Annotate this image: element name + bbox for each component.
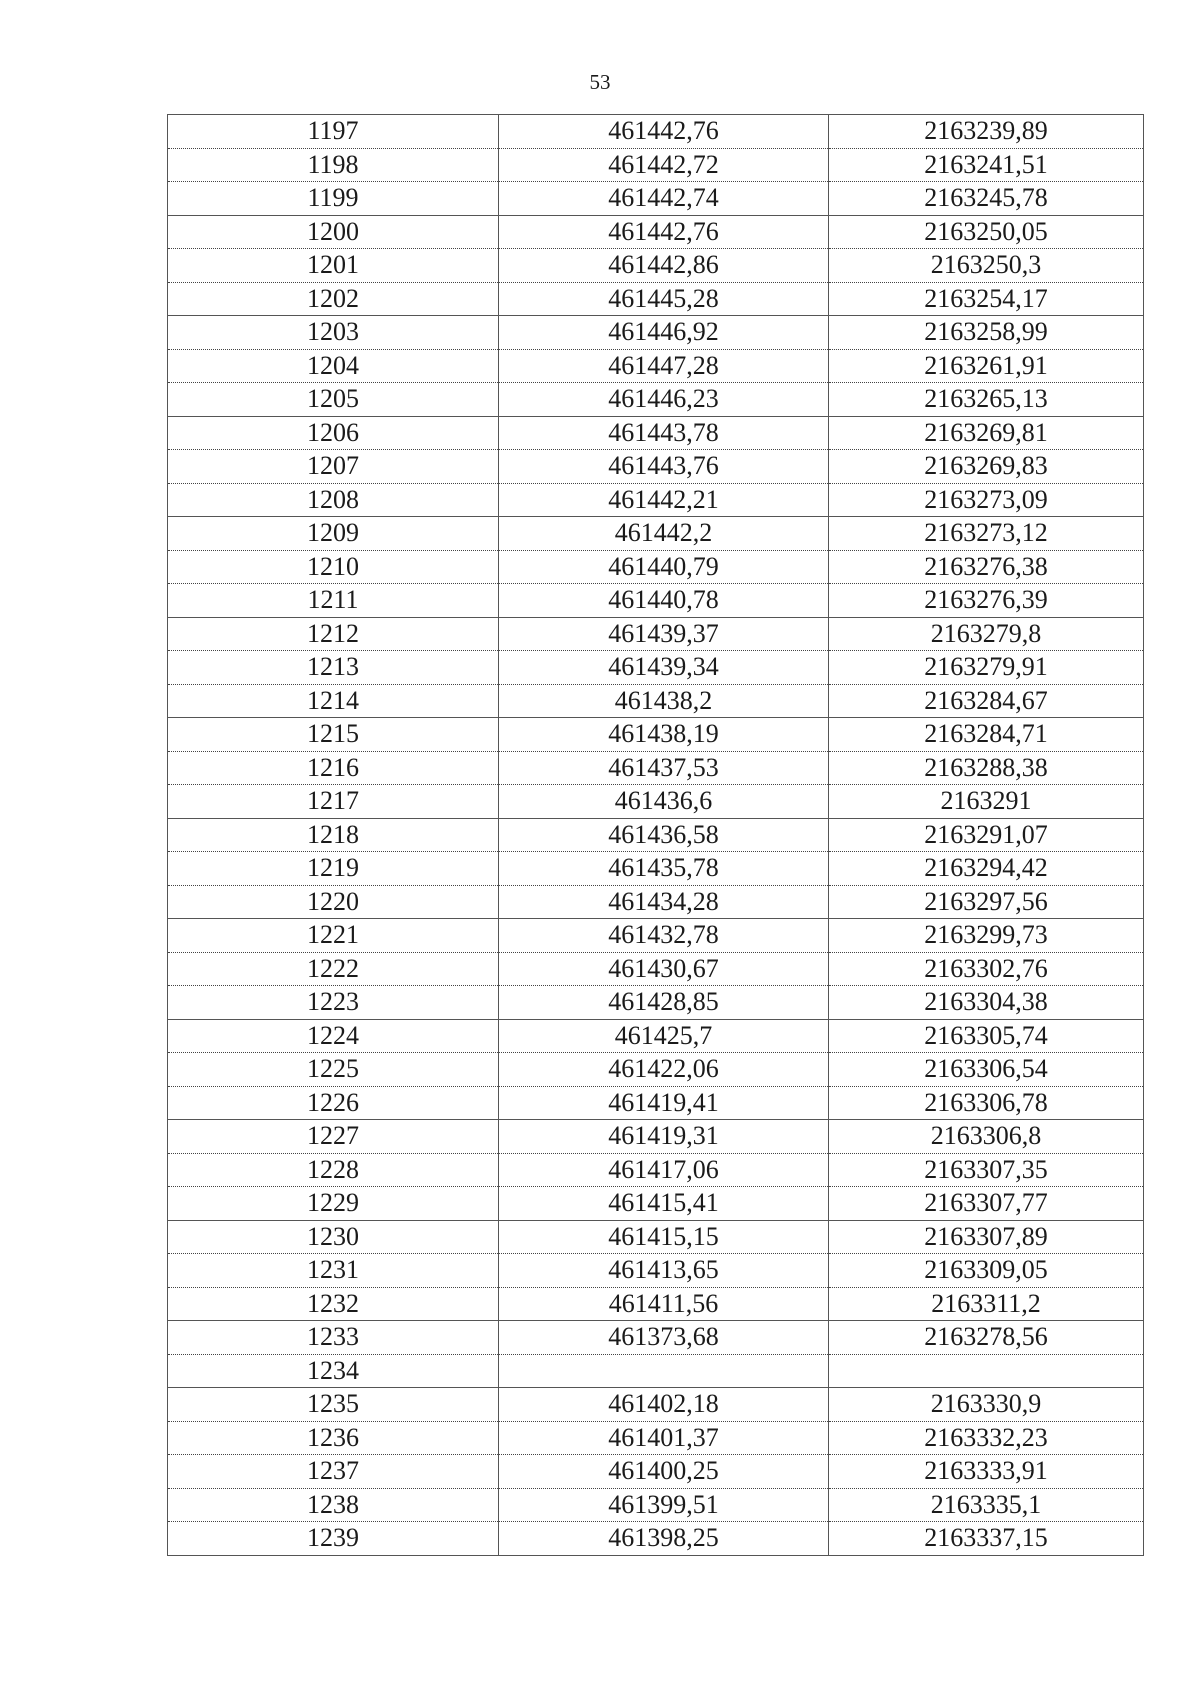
- point-number-cell: 1199: [168, 182, 499, 216]
- table-row: [168, 349, 1144, 383]
- table-row: [168, 617, 1144, 651]
- point-number-cell: 1214: [168, 684, 499, 718]
- x-coordinate-cell: 461373,68: [499, 1321, 829, 1355]
- table-row: [168, 450, 1144, 484]
- x-coordinate-cell: 461442,86: [499, 249, 829, 283]
- y-coordinate-cell: 2163239,89: [829, 115, 1144, 149]
- x-coordinate-cell: 461413,65: [499, 1254, 829, 1288]
- point-number-cell: 1239: [168, 1522, 499, 1556]
- table-row: [168, 1086, 1144, 1120]
- x-coordinate-cell: 461430,67: [499, 952, 829, 986]
- x-coordinate-cell: 461422,06: [499, 1053, 829, 1087]
- x-coordinate-cell: 461439,37: [499, 617, 829, 651]
- y-coordinate-cell: 2163250,3: [829, 249, 1144, 283]
- page-number: 53: [589, 70, 611, 94]
- y-coordinate-cell: 2163279,8: [829, 617, 1144, 651]
- y-coordinate-cell: 2163306,8: [829, 1120, 1144, 1154]
- y-coordinate-cell: 2163302,76: [829, 952, 1144, 986]
- point-number-cell: 1217: [168, 785, 499, 819]
- y-coordinate-cell: 2163307,89: [829, 1220, 1144, 1254]
- table-row: [168, 517, 1144, 551]
- y-coordinate-cell: 2163245,78: [829, 182, 1144, 216]
- y-coordinate-cell: 2163307,35: [829, 1153, 1144, 1187]
- y-coordinate-cell: 2163250,05: [829, 215, 1144, 249]
- x-coordinate-cell: 461415,15: [499, 1220, 829, 1254]
- y-coordinate-cell: 2163309,05: [829, 1254, 1144, 1288]
- x-coordinate-cell: 461419,41: [499, 1086, 829, 1120]
- y-coordinate-cell: 2163332,23: [829, 1421, 1144, 1455]
- y-coordinate-cell: 2163284,71: [829, 718, 1144, 752]
- x-coordinate-cell: 461434,28: [499, 885, 829, 919]
- point-number-cell: 1232: [168, 1287, 499, 1321]
- point-number-cell: 1231: [168, 1254, 499, 1288]
- table-row: [168, 751, 1144, 785]
- x-coordinate-cell: 461401,37: [499, 1421, 829, 1455]
- point-number-cell: 1222: [168, 952, 499, 986]
- table-row: [168, 1321, 1144, 1355]
- x-coordinate-cell: 461399,51: [499, 1488, 829, 1522]
- table-row: [168, 584, 1144, 618]
- point-number-cell: 1223: [168, 986, 499, 1020]
- point-number-cell: 1228: [168, 1153, 499, 1187]
- coordinates-table: [167, 114, 1144, 1556]
- x-coordinate-cell: 461438,19: [499, 718, 829, 752]
- x-coordinate-cell: 461439,34: [499, 651, 829, 685]
- y-coordinate-cell: 2163278,56: [829, 1321, 1144, 1355]
- table-row: [168, 986, 1144, 1020]
- y-coordinate-cell: 2163299,73: [829, 919, 1144, 953]
- table-row: [168, 651, 1144, 685]
- point-number-cell: 1211: [168, 584, 499, 618]
- x-coordinate-cell: 461446,92: [499, 316, 829, 350]
- y-coordinate-cell: 2163241,51: [829, 148, 1144, 182]
- table-row: [168, 785, 1144, 819]
- y-coordinate-cell: 2163265,13: [829, 383, 1144, 417]
- table-row: [168, 1354, 1144, 1388]
- y-coordinate-cell: 2163269,81: [829, 416, 1144, 450]
- point-number-cell: 1209: [168, 517, 499, 551]
- point-number-cell: 1220: [168, 885, 499, 919]
- table-row: [168, 1120, 1144, 1154]
- table-row: [168, 182, 1144, 216]
- x-coordinate-cell: [499, 1354, 829, 1388]
- point-number-cell: 1225: [168, 1053, 499, 1087]
- point-number-cell: 1235: [168, 1388, 499, 1422]
- point-number-cell: 1204: [168, 349, 499, 383]
- point-number-cell: 1221: [168, 919, 499, 953]
- point-number-cell: 1234: [168, 1354, 499, 1388]
- x-coordinate-cell: 461442,2: [499, 517, 829, 551]
- x-coordinate-cell: 461432,78: [499, 919, 829, 953]
- table-row: [168, 249, 1144, 283]
- table-row: [168, 1019, 1144, 1053]
- table-row: [168, 115, 1144, 149]
- table-row: [168, 1287, 1144, 1321]
- y-coordinate-cell: 2163273,09: [829, 483, 1144, 517]
- table-row: [168, 852, 1144, 886]
- y-coordinate-cell: 2163337,15: [829, 1522, 1144, 1556]
- x-coordinate-cell: 461442,76: [499, 115, 829, 149]
- x-coordinate-cell: 461415,41: [499, 1187, 829, 1221]
- x-coordinate-cell: 461440,79: [499, 550, 829, 584]
- y-coordinate-cell: 2163261,91: [829, 349, 1144, 383]
- table-row: [168, 416, 1144, 450]
- y-coordinate-cell: 2163333,91: [829, 1455, 1144, 1489]
- x-coordinate-cell: 461398,25: [499, 1522, 829, 1556]
- point-number-cell: 1236: [168, 1421, 499, 1455]
- y-coordinate-cell: 2163330,9: [829, 1388, 1144, 1422]
- x-coordinate-cell: 461436,6: [499, 785, 829, 819]
- table-row: [168, 550, 1144, 584]
- table-row: [168, 1153, 1144, 1187]
- table-row: [168, 1421, 1144, 1455]
- table-row: [168, 383, 1144, 417]
- x-coordinate-cell: 461428,85: [499, 986, 829, 1020]
- y-coordinate-cell: [829, 1354, 1144, 1388]
- point-number-cell: 1205: [168, 383, 499, 417]
- table-row: [168, 684, 1144, 718]
- table-row: [168, 718, 1144, 752]
- y-coordinate-cell: 2163258,99: [829, 316, 1144, 350]
- y-coordinate-cell: 2163294,42: [829, 852, 1144, 886]
- point-number-cell: 1237: [168, 1455, 499, 1489]
- table-row: [168, 1220, 1144, 1254]
- x-coordinate-cell: 461437,53: [499, 751, 829, 785]
- x-coordinate-cell: 461425,7: [499, 1019, 829, 1053]
- y-coordinate-cell: 2163304,38: [829, 986, 1144, 1020]
- point-number-cell: 1226: [168, 1086, 499, 1120]
- point-number-cell: 1206: [168, 416, 499, 450]
- x-coordinate-cell: 461442,21: [499, 483, 829, 517]
- y-coordinate-cell: 2163291,07: [829, 818, 1144, 852]
- table-row: [168, 885, 1144, 919]
- point-number-cell: 1219: [168, 852, 499, 886]
- y-coordinate-cell: 2163279,91: [829, 651, 1144, 685]
- y-coordinate-cell: 2163269,83: [829, 450, 1144, 484]
- table-row: [168, 483, 1144, 517]
- y-coordinate-cell: 2163307,77: [829, 1187, 1144, 1221]
- table-row: [168, 1053, 1144, 1087]
- point-number-cell: 1198: [168, 148, 499, 182]
- point-number-cell: 1238: [168, 1488, 499, 1522]
- x-coordinate-cell: 461419,31: [499, 1120, 829, 1154]
- point-number-cell: 1197: [168, 115, 499, 149]
- point-number-cell: 1200: [168, 215, 499, 249]
- point-number-cell: 1201: [168, 249, 499, 283]
- x-coordinate-cell: 461440,78: [499, 584, 829, 618]
- y-coordinate-cell: 2163254,17: [829, 282, 1144, 316]
- point-number-cell: 1213: [168, 651, 499, 685]
- table-row: [168, 282, 1144, 316]
- y-coordinate-cell: 2163306,78: [829, 1086, 1144, 1120]
- x-coordinate-cell: 461446,23: [499, 383, 829, 417]
- point-number-cell: 1203: [168, 316, 499, 350]
- table-row: [168, 215, 1144, 249]
- y-coordinate-cell: 2163288,38: [829, 751, 1144, 785]
- table-row: [168, 1388, 1144, 1422]
- y-coordinate-cell: 2163335,1: [829, 1488, 1144, 1522]
- table-row: [168, 919, 1144, 953]
- y-coordinate-cell: 2163284,67: [829, 684, 1144, 718]
- y-coordinate-cell: 2163305,74: [829, 1019, 1144, 1053]
- point-number-cell: 1230: [168, 1220, 499, 1254]
- point-number-cell: 1208: [168, 483, 499, 517]
- point-number-cell: 1210: [168, 550, 499, 584]
- table-row: [168, 818, 1144, 852]
- point-number-cell: 1207: [168, 450, 499, 484]
- table-row: [168, 1187, 1144, 1221]
- table-row: [168, 316, 1144, 350]
- x-coordinate-cell: 461442,72: [499, 148, 829, 182]
- y-coordinate-cell: 2163276,39: [829, 584, 1144, 618]
- y-coordinate-cell: 2163276,38: [829, 550, 1144, 584]
- y-coordinate-cell: 2163291: [829, 785, 1144, 819]
- y-coordinate-cell: 2163273,12: [829, 517, 1144, 551]
- x-coordinate-cell: 461442,76: [499, 215, 829, 249]
- table-row: [168, 148, 1144, 182]
- x-coordinate-cell: 461438,2: [499, 684, 829, 718]
- x-coordinate-cell: 461443,76: [499, 450, 829, 484]
- point-number-cell: 1202: [168, 282, 499, 316]
- x-coordinate-cell: 461435,78: [499, 852, 829, 886]
- y-coordinate-cell: 2163297,56: [829, 885, 1144, 919]
- x-coordinate-cell: 461402,18: [499, 1388, 829, 1422]
- x-coordinate-cell: 461417,06: [499, 1153, 829, 1187]
- y-coordinate-cell: 2163311,2: [829, 1287, 1144, 1321]
- point-number-cell: 1224: [168, 1019, 499, 1053]
- x-coordinate-cell: 461443,78: [499, 416, 829, 450]
- table-row: [168, 952, 1144, 986]
- table-row: [168, 1455, 1144, 1489]
- point-number-cell: 1215: [168, 718, 499, 752]
- x-coordinate-cell: 461442,74: [499, 182, 829, 216]
- point-number-cell: 1229: [168, 1187, 499, 1221]
- x-coordinate-cell: 461445,28: [499, 282, 829, 316]
- x-coordinate-cell: 461436,58: [499, 818, 829, 852]
- point-number-cell: 1233: [168, 1321, 499, 1355]
- x-coordinate-cell: 461411,56: [499, 1287, 829, 1321]
- table-row: [168, 1254, 1144, 1288]
- table-row: [168, 1522, 1144, 1556]
- x-coordinate-cell: 461447,28: [499, 349, 829, 383]
- coordinates-table-body: [168, 115, 1144, 1556]
- y-coordinate-cell: 2163306,54: [829, 1053, 1144, 1087]
- x-coordinate-cell: 461400,25: [499, 1455, 829, 1489]
- point-number-cell: 1227: [168, 1120, 499, 1154]
- point-number-cell: 1218: [168, 818, 499, 852]
- point-number-cell: 1216: [168, 751, 499, 785]
- table-row: [168, 1488, 1144, 1522]
- point-number-cell: 1212: [168, 617, 499, 651]
